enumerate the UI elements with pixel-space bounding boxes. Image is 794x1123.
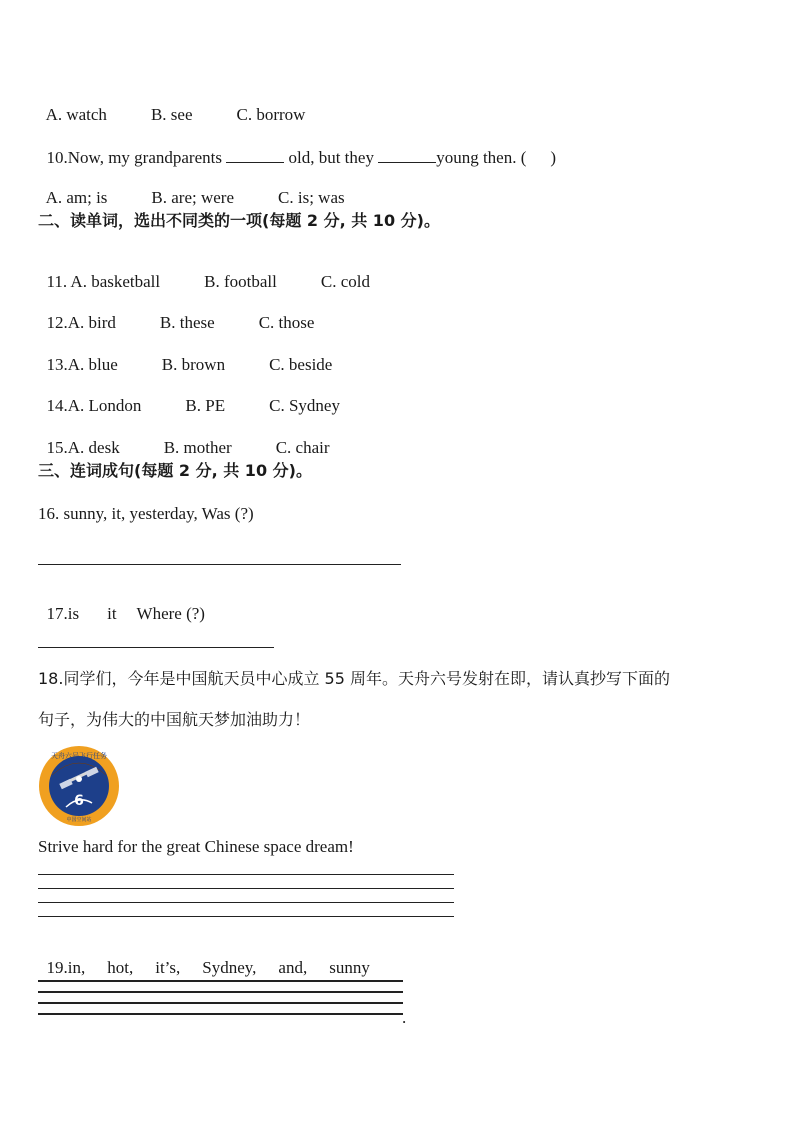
q19-end-mark: . xyxy=(402,1008,407,1027)
q19-word-6: sunny xyxy=(329,958,370,977)
q12 xyxy=(38,297,314,331)
q10-part4: ) xyxy=(550,148,557,167)
q15-option-b: B. mother xyxy=(163,438,232,457)
q15 xyxy=(38,422,330,456)
q9-options xyxy=(38,89,305,123)
q13-option-a: 13.A. blue xyxy=(46,355,118,374)
q12-option-a: 12.A. bird xyxy=(46,313,116,332)
q10-options xyxy=(38,172,345,206)
q19-word-2: hot, xyxy=(107,958,134,977)
q18-copy-line-1[interactable] xyxy=(38,874,454,875)
section2-heading: 二、读单词，选出不同类的一项(每题 2 分, 共 10 分)。 xyxy=(38,211,440,230)
mission-badge-icon xyxy=(38,745,120,827)
q10-question xyxy=(38,131,556,166)
q19-copy-line-3[interactable] xyxy=(38,1002,403,1004)
q19-words xyxy=(38,942,370,976)
q19-word-4: Sydney, xyxy=(202,958,257,977)
q16-words: 16. sunny, it, yesterday, Was (?) xyxy=(38,504,254,523)
q17-words xyxy=(38,588,205,622)
q19-copy-line-1[interactable] xyxy=(38,980,403,982)
q19-word-3: it’s, xyxy=(155,958,181,977)
q17-answer-line[interactable] xyxy=(38,647,274,648)
q19-word-1: 19.in, xyxy=(46,958,86,977)
q12-option-c: C. those xyxy=(258,313,315,332)
q10-blank-1[interactable] xyxy=(226,148,284,163)
q18-copy-line-4[interactable] xyxy=(38,916,454,917)
q19-word-5: and, xyxy=(278,958,308,977)
q18-instruction-line2: 句子，为伟大的中国航天梦加油助力！ xyxy=(38,710,311,729)
q10-part3: young then. ( xyxy=(436,148,527,167)
section3-heading: 三、连词成句(每题 2 分, 共 10 分)。 xyxy=(38,461,312,480)
q10-blank-2[interactable] xyxy=(378,148,436,163)
q10-option-c: C. is; was xyxy=(278,188,345,207)
q18-copy-line-2[interactable] xyxy=(38,888,454,889)
q14-option-a: 14.A. London xyxy=(46,396,142,415)
q15-option-a: 15.A. desk xyxy=(46,438,120,457)
q19-copy-line-4[interactable] xyxy=(38,1013,403,1015)
q11-option-a: 11. A. basketball xyxy=(46,272,161,291)
q10-part1: 10.Now, my grandparents xyxy=(46,148,227,167)
q11-option-b: B. football xyxy=(204,272,277,291)
q11-option-c: C. cold xyxy=(320,272,370,291)
q13-option-b: B. brown xyxy=(161,355,226,374)
q14-option-c: C. Sydney xyxy=(269,396,340,415)
badge-number: 6 xyxy=(74,793,84,809)
q14-option-b: B. PE xyxy=(185,396,226,415)
q18-copy-line-3[interactable] xyxy=(38,902,454,903)
q9-option-c: C. borrow xyxy=(236,105,306,124)
badge-text-bottom: 中国空间站 xyxy=(66,817,92,823)
q11 xyxy=(38,256,370,290)
q17-word-2: it xyxy=(107,604,117,623)
q17-word-1: 17.is xyxy=(46,604,80,623)
q13 xyxy=(38,339,332,373)
badge-text-top: 天舟六号飞行任务 xyxy=(51,752,107,760)
q9-option-a: A. watch xyxy=(45,105,107,124)
q9-option-b: B. see xyxy=(150,105,193,124)
q18-instruction-line1: 18.同学们，今年是中国航天员中心成立 55 周年。天舟六号发射在即，请认真抄写下面的 xyxy=(38,669,670,688)
q10-option-b: B. are; were xyxy=(151,188,235,207)
q16-answer-line[interactable] xyxy=(38,564,401,565)
q10-option-a: A. am; is xyxy=(45,188,108,207)
q19-copy-line-2[interactable] xyxy=(38,991,403,993)
q10-part2: old, but they xyxy=(284,148,379,167)
q14 xyxy=(38,380,340,414)
q18-sentence: Strive hard for the great Chinese space dream! xyxy=(38,837,354,856)
q12-option-b: B. these xyxy=(159,313,215,332)
q17-word-3: Where (?) xyxy=(136,604,205,623)
q13-option-c: C. beside xyxy=(269,355,333,374)
q15-option-c: C. chair xyxy=(275,438,330,457)
